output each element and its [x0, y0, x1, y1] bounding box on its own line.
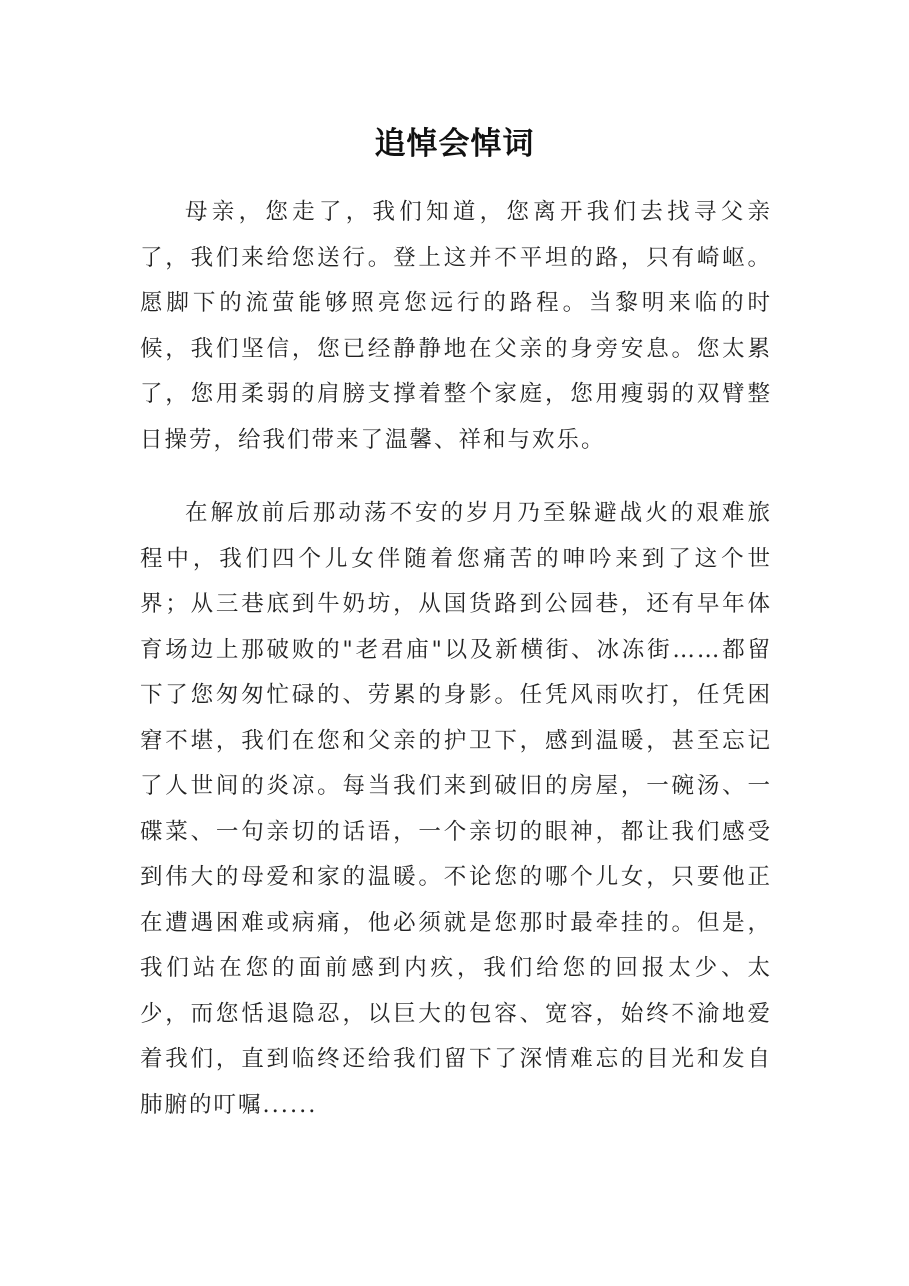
document-title: 追悼会悼词 — [374, 126, 535, 162]
paragraph-2: 在解放前后那动荡不安的岁月乃至躲避战火的艰难旅程中，我们四个儿女伴随着您痛苦的呻吟来到了这个世界；从三巷底到牛奶坊，从国货路到公园巷，还有早年体育场边上那破败的"老君庙"以及新横街、冰冻街……都留下了您匆匆忙碌的、劳累的身影。任凭风雨吹打，任凭困窘不堪，我们在您和父亲的护卫下，感到温暖，甚至忘记了人世间的炎凉。每当我们来到破旧的房屋，一碗汤、一碟菜、一句亲切的话语，一个亲切的眼神，都让我们感受到伟大的母爱和家的温暖。不论您的哪个儿女，只要他正在遭遇困难或病痛，他必须就是您那时最牵挂的。但是，我们站在您的面前感到内疚，我们给您的回报太少、太少，而您恬退隐忍，以巨大的包容、宽容，始终不渝地爱着我们，直到临终还给我们留下了深情难忘的目光和发自肺腑的叮嘱...... — [140, 500, 772, 1118]
paragraph-1: 母亲，您走了，我们知道，您离开我们去找寻父亲了，我们来给您送行。登上这并不平坦的路，只有崎岖。愿脚下的流萤能够照亮您远行的路程。当黎明来临的时候，我们坚信，您已经静静地在父亲的身旁安息。您太累了，您用柔弱的肩膀支撑着整个家庭，您用瘦弱的双臂整日操劳，给我们带来了温馨、祥和与欢乐。 — [140, 199, 772, 453]
